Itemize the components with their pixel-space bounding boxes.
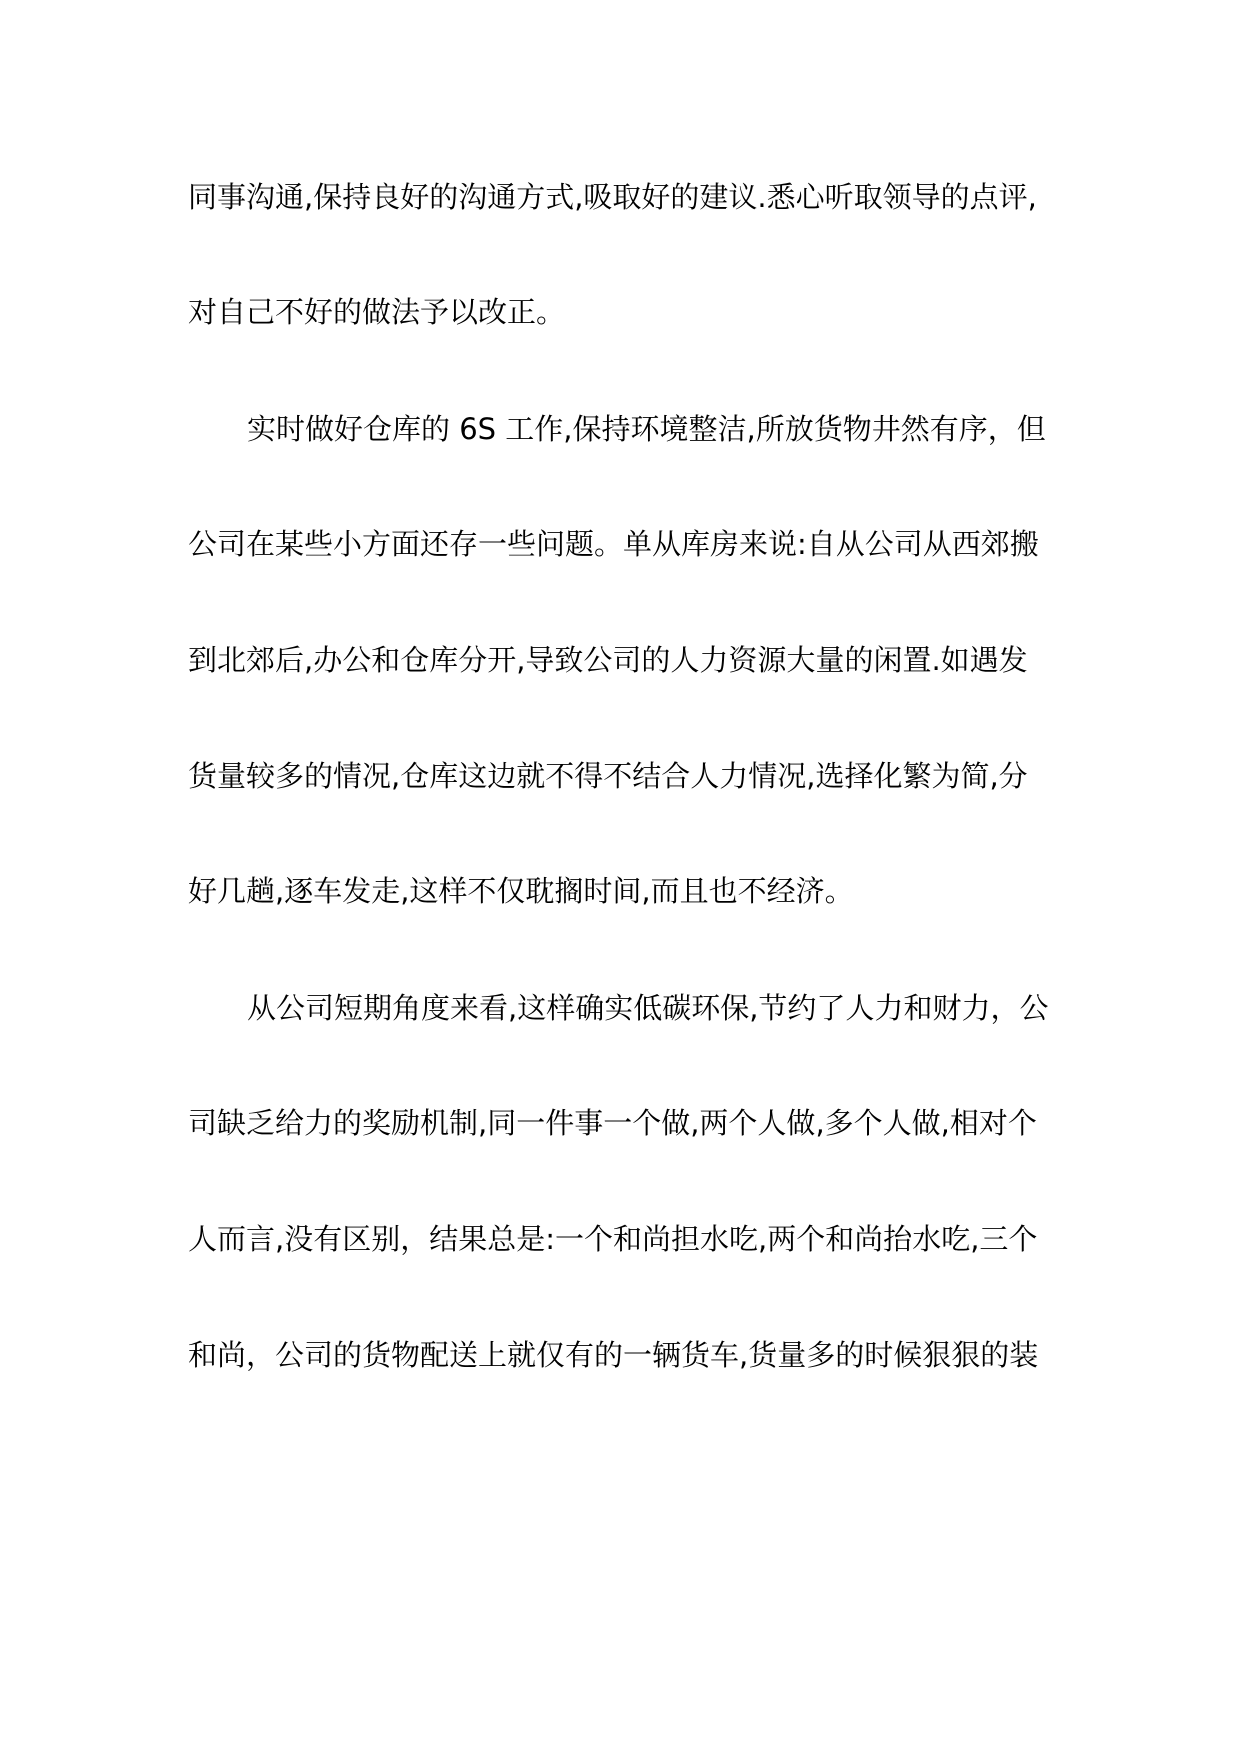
text-line-1: 同事沟通,保持良好的沟通方式,吸取好的建议.悉心听取领导的点评,: [188, 180, 1037, 214]
text-line-6: 货量较多的情况,仓库这边就不得不结合人力情况,选择化繁为简,分: [188, 759, 1028, 793]
text-line-3: 实时做好仓库的 6S 工作,保持环境整洁,所放货物井然有序，但: [247, 412, 1046, 446]
text-line-11: 和尚，公司的货物配送上就仅有的一辆货车,货量多的时候狠狠的装: [188, 1338, 1039, 1372]
text-line-2: 对自己不好的做法予以改正。: [188, 295, 566, 329]
text-line-5: 到北郊后,办公和仓库分开,导致公司的人力资源大量的闲置.如遇发: [188, 643, 1028, 677]
text-line-10: 人而言,没有区别，结果总是:一个和尚担水吃,两个和尚抬水吃,三个: [188, 1222, 1038, 1256]
text-line-9: 司缺乏给力的奖励机制,同一件事一个做,两个人做,多个人做,相对个: [188, 1106, 1037, 1140]
text-line-4: 公司在某些小方面还存一些问题。单从库房来说:自从公司从西郊搬: [188, 527, 1039, 561]
text-line-8: 从公司短期角度来看,这样确实低碳环保,节约了人力和财力，公: [247, 991, 1049, 1025]
text-line-7: 好几趟,逐车发走,这样不仅耽搁时间,而且也不经济。: [188, 874, 854, 908]
